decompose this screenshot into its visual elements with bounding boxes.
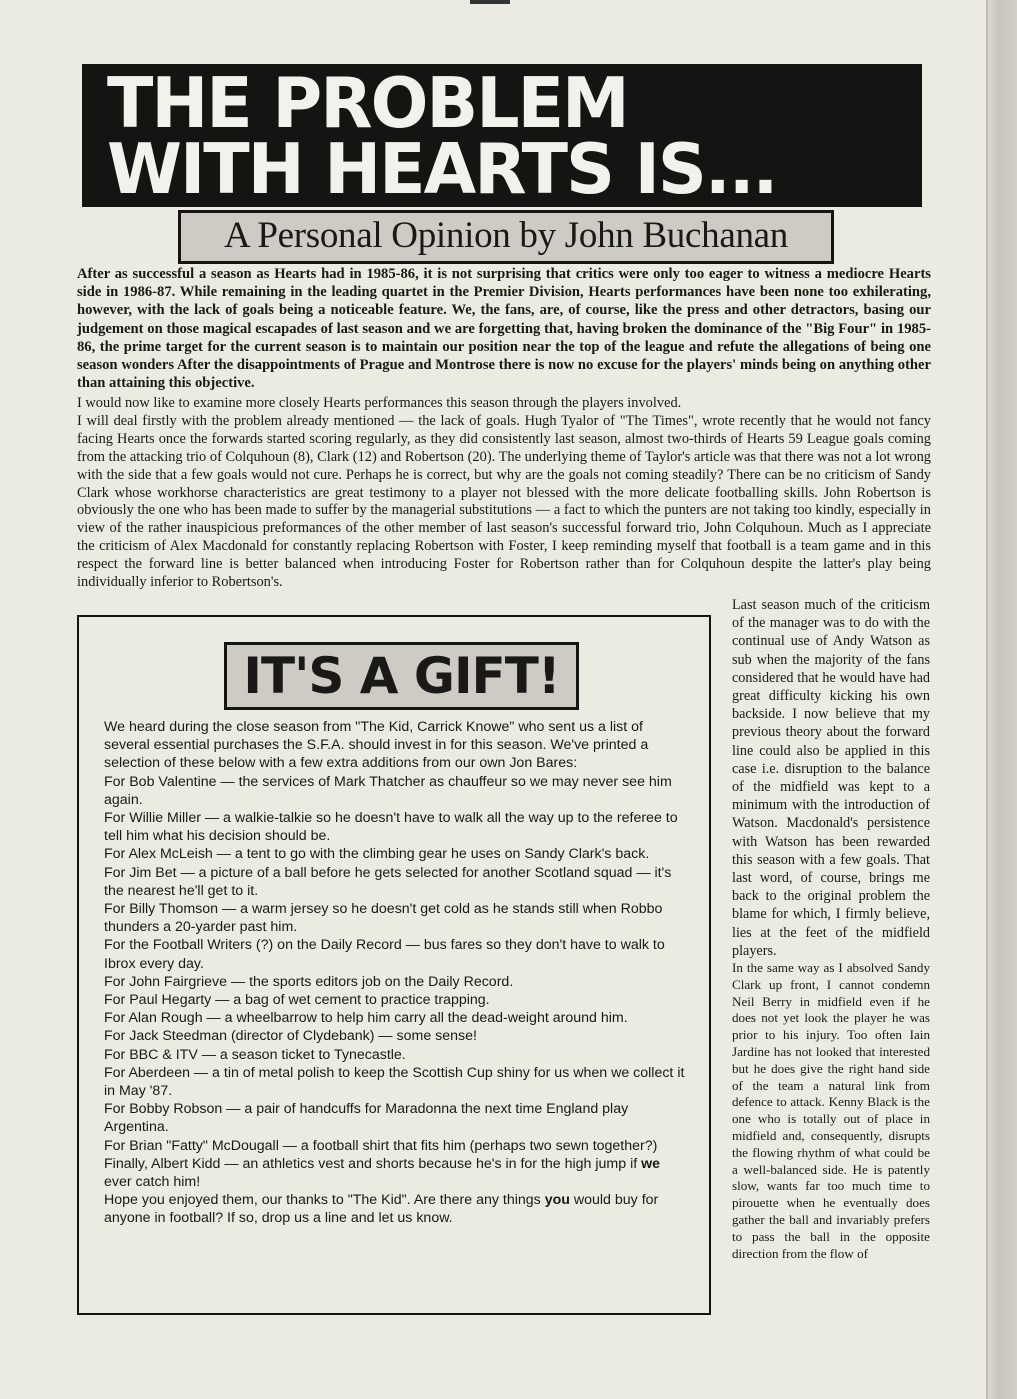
gift-item: For John Fairgrieve — the sports editors job on the Daily Record.: [104, 973, 514, 990]
byline-box: [178, 210, 834, 264]
article-body: [77, 395, 931, 592]
gift-item: For Brian "Fatty" McDougall — a football shirt that fits him (perhaps two sewn together?): [104, 1137, 658, 1154]
gift-closing: [104, 1191, 690, 1227]
gift-item: For the Football Writers (?) on the Daily Record — bus fares so they don't have to walk to Ibrox every day.: [104, 937, 665, 972]
gift-item-kidd: [104, 1155, 690, 1191]
right-column: [732, 596, 930, 1262]
gift-sidebar-box: [77, 615, 711, 1315]
top-registration-mark: [470, 0, 510, 4]
gift-item: For Billy Thomson — a warm jersey so he doesn't get cold as he stands still when Robbo thunders a 20-yarder past him.: [104, 901, 663, 936]
gift-kidd-emphasis: we: [641, 1155, 661, 1172]
gift-closing-emphasis: you: [544, 1192, 570, 1209]
gift-title: IT'S A GIFT!: [243, 647, 560, 705]
headline-line-1: THE PROBLEM: [107, 63, 628, 145]
gift-item: For Alan Rough — a wheelbarrow to help him carry all the dead-weight around him.: [104, 1010, 628, 1027]
gift-item: For Jim Bet — a picture of a ball before he gets selected for another Scotland squad — it's the nearest he'll get to it.: [104, 864, 672, 899]
headline-banner: [82, 63, 922, 211]
gift-kidd-end: ever catch him!: [104, 1174, 201, 1191]
right-column-paragraph: Last season much of the criticism of the manager was to do with the continual use of Andy Watson as sub when the majority of the fans considered that he would have had great difficulty kicking his own backside. I now believe that my previous theory about the forward line could also be applied in this case i.e. disruption to the balance of the midfield was kept to a minimum with the introduction of Watson. Macdonald's persistence with Watson has been rewarded this season with a few goals. That last word, of course, brings me back to the original problem the blame for which, I firmly believe, lies at the feet of the midfield players.: [732, 597, 930, 959]
gift-item: For Bob Valentine — the services of Mark Thatcher as chauffeur so we may never see him again.: [104, 773, 672, 808]
gift-item: For Paul Hegarty — a bag of wet cement to practice trapping.: [104, 992, 490, 1009]
gift-item: For BBC & ITV — a season ticket to Tynecastle.: [104, 1046, 406, 1063]
gift-intro: We heard during the close season from "The Kid, Carrick Knowe" who sent us a list of several essential purchases the S.F.A. should invest in for this season. We've printed a selection of these below with a few extra additions from our own Jon Bares:: [104, 719, 649, 772]
gift-kidd-text: Finally, Albert Kidd — an athletics vest and shorts because he's in for the high jump if: [104, 1155, 642, 1172]
gift-closing-end: would buy for anyone in football? If so, drop us a line and let us know.: [104, 1192, 659, 1227]
page-binding-gutter: [988, 0, 1017, 1399]
gift-item: For Bobby Robson — a pair of handcuffs for Maradonna the next time England play Argentina.: [104, 1101, 629, 1136]
byline-text: A Personal Opinion by John Buchanan: [224, 215, 788, 256]
gift-closing-text: Hope you enjoyed them, our thanks to "The Kid". Are there any things: [104, 1192, 545, 1209]
gift-text: [104, 718, 690, 1228]
gift-item: For Alex McLeish — a tent to go with the climbing gear he uses on Sandy Clark's back.: [104, 846, 650, 863]
body-paragraph: I would now like to examine more closely Hearts performances this season through the players involved.: [77, 395, 682, 411]
gift-item: For Willie Miller — a walkie-talkie so he doesn't have to walk all the way up to the referee to tell him what his decision should be.: [104, 810, 678, 845]
gift-item: For Jack Steedman (director of Clydebank) — some sense!: [104, 1028, 477, 1045]
binding-edge: [986, 0, 988, 1399]
gift-item: For Aberdeen — a tin of metal polish to keep the Scottish Cup shiny for us when we collect it in May '87.: [104, 1064, 685, 1100]
right-column-paragraph: In the same way as I absolved Sandy Clark up front, I cannot condemn Neil Berry in midfield even if he does not yet look the player he was prior to his injury. Too often Iain Jardine has not looked that interested but he does give the right hand side of the team a natural link from defence to attack. Kenny Black is the one who is totally out of place in midfield and, consequently, disrupts the flowing rhythm of what could be a well-balanced side. He is patently slow, wants far too much time to pirouette when he eventually does gather the ball and invariably prefers to pass the ball in the opposite direction from the flow of: [732, 960, 930, 1261]
headline-line-2: WITH HEARTS IS...: [107, 129, 777, 211]
gift-title-box: [224, 642, 579, 710]
body-paragraph: I will deal firstly with the problem already mentioned — the lack of goals. Hugh Tyalor of "The Times", wrote recently that he would not fancy facing Hearts once the forwards started scoring regularly, as they did consistently last season, almost two-thirds of Hearts 59 League goals coming from the attacking trio of Colquhoun (8), Clark (12) and Robertson (20). The underlying theme of Taylor's article was that there was not a lot wrong with the side that a few goals would not cure. Perhaps he is correct, but why are the goals not coming steadily? There can be no criticism of Sandy Clark whose workhorse characteristics are great testimony to a player not blessed with the more delicate footballing skills. John Robertson is obviously the one who has been made to suffer by the managerial substitutions — a fact to which the punters are not taking too kindly, especially in view of the rather inauspicious preformances of the other member of last season's successful forward trio, John Colquhoun. Much as I appreciate the criticism of Alex Macdonald for constantly replacing Robertson with Foster, I keep reminding myself that football is a team game and in this respect the forward line is better balanced when introducing Foster for Robertson rather than for Colquhoun despite the latter's play being individually inferior to Robertson's.: [77, 412, 931, 591]
intro-paragraph: After as successful a season as Hearts had in 1985-86, it is not surprising that critics were only too eager to witness a mediocre Hearts side in 1986-87. While remaining in the leading quartet in the Premier Division, Hearts performances have been none too exhilerating, however, with the lack of goals being a noticeable feature. We, the fans, are, of course, like the press and other detractors, basing our judgement on those magical escapades of last season and we are forgetting that, having broken the dominance of the "Big Four" in 1985-86, the prime target for the current season is to maintain our position near the top of the league and refute the allegations of being one season wonders After the disappointments of Prague and Montrose there is now no excuse for the players' minds being on anything other than attaining this objective.: [77, 266, 931, 392]
